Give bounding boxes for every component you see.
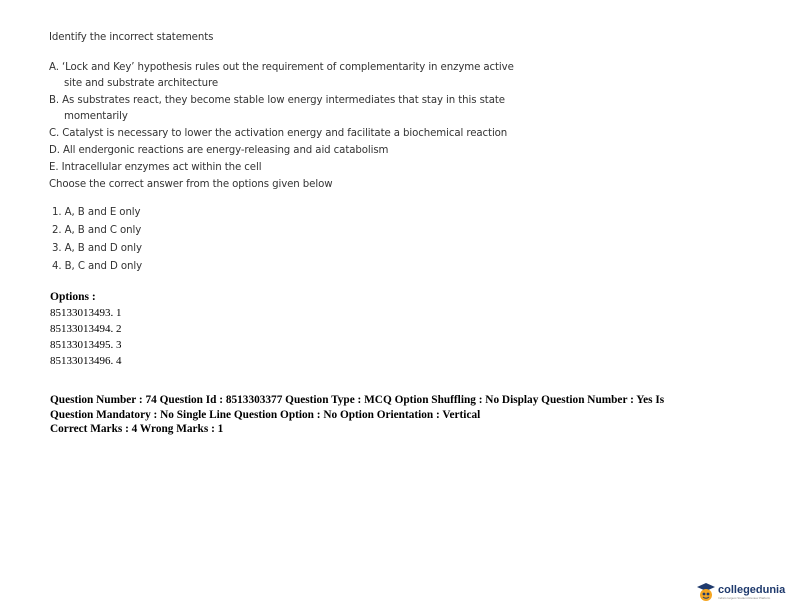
- statement-d: D. All endergonic reactions are energy-releasing and aid catabolism: [49, 145, 389, 156]
- option-id: 85133013496. 4: [50, 355, 122, 367]
- collegedunia-logo: [696, 578, 790, 606]
- statement-b-line2: momentarily: [64, 111, 128, 122]
- graduate-cap-icon: [696, 581, 716, 603]
- answer-choices-list: [52, 204, 609, 276]
- answer-choice: 4. B, C and D only: [52, 261, 143, 272]
- answer-choice: 1. A, B and E only: [52, 207, 141, 218]
- logo-name: collegedunia: [718, 583, 786, 596]
- option-id: 85133013494. 2: [50, 323, 122, 335]
- question-block: [49, 31, 609, 276]
- statement-a-line2: site and substrate architecture: [64, 78, 219, 89]
- options-block: [50, 290, 730, 369]
- question-metadata-line2: Question Mandatory : No Single Line Question Option : No Option Orientation : Vertical: [50, 408, 481, 421]
- answer-choice: 2. A, B and C only: [52, 225, 142, 236]
- statement-e: E. Intracellular enzymes act within the cell: [49, 162, 262, 173]
- options-heading: Options :: [50, 291, 96, 303]
- statement-b-line1: B. As substrates react, they become stable low energy intermediates that stay in this state: [49, 95, 505, 106]
- question-metadata-line1: Question Number : 74 Question Id : 8513303377 Question Type : MCQ Option Shuffling : No Display Question Number : Yes Is: [50, 394, 665, 406]
- option-id: 85133013493. 1: [50, 307, 122, 319]
- statement-a: [49, 59, 609, 92]
- statement-c: C. Catalyst is necessary to lower the activation energy and facilitate a biochemical reaction: [49, 128, 508, 139]
- statement-a-line1: A. ‘Lock and Key’ hypothesis rules out the requirement of complementarity in enzyme active: [49, 62, 514, 73]
- question-title: Identify the incorrect statements: [49, 32, 214, 43]
- question-metadata: [50, 393, 730, 437]
- logo-tagline: India's largest Student Review Platform: [718, 595, 771, 600]
- choose-instruction: Choose the correct answer from the options given below: [49, 179, 333, 190]
- option-id: 85133013495. 3: [50, 339, 122, 351]
- statement-b: [49, 92, 609, 125]
- answer-choice: 3. A, B and D only: [52, 243, 142, 254]
- question-metadata-line3: Correct Marks : 4 Wrong Marks : 1: [50, 423, 224, 435]
